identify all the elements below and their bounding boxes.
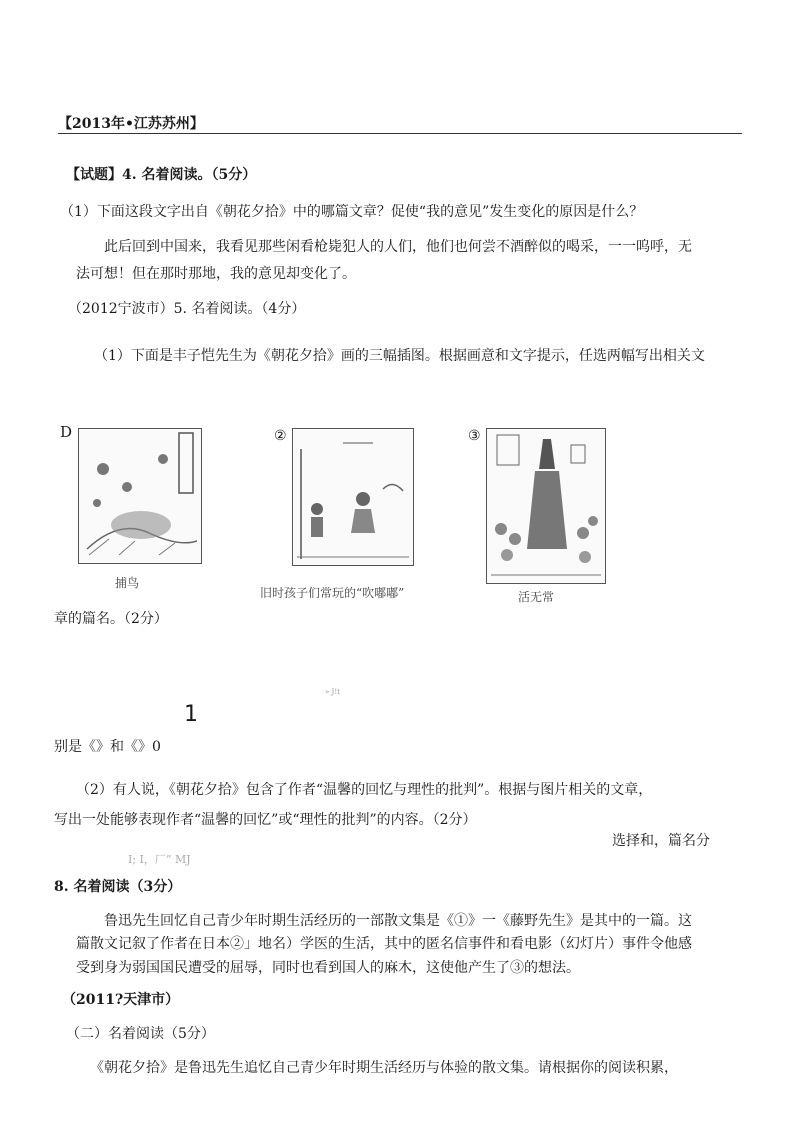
illustration-2-caption: 旧时孩子们常玩的“吹嘟嘟” (260, 586, 405, 600)
illustration-1-image (78, 428, 202, 564)
q8-line1: 鲁迅先生回忆自己青少年时期生活经历的一部散文集是《①》一《藤野先生》是其中的一篇。这 (104, 913, 692, 929)
illustration-2-number: ② (274, 428, 287, 444)
q4-sub1: （1）下面这段文字出自《朝花夕拾》中的哪篇文章？促使“我的意见”发生变化的原因是什么？ (60, 204, 644, 220)
q5-right-note: 选择和，篇名分 (612, 833, 710, 849)
q5-sub2-line1: （2）有人说，《朝花夕拾》包含了作者“温馨的回忆与理性的批判”。根据与图片相关的文章， (76, 782, 653, 798)
illustration-1-number: D (60, 423, 73, 441)
q8-title: 8. 名着阅读（3分） (54, 879, 182, 895)
illustration-3-caption: 活无常 (518, 590, 555, 604)
q5-sub1: （1）下面是丰子恺先生为《朝花夕拾》画的三幅插图。根据画意和文字提示，任选两幅写出相关文 (94, 348, 705, 364)
illustration-1-caption: 捕鸟 (115, 576, 140, 590)
q5-answer-line: 别是《》和《》0 (54, 739, 161, 755)
header-divider (58, 133, 742, 134)
exam-source-header: 【2013年•江苏苏州】 (58, 116, 204, 132)
q8-line3: 受到身为弱国国民遭受的屈辱，同时也看到国人的麻木，这使他产生了③的想法。 (76, 960, 580, 976)
tianjin-section-title: （二）名着阅读（5分） (66, 1026, 215, 1042)
stray-mark-small: » J!t (325, 688, 340, 696)
illustration-3-number: ③ (468, 428, 481, 444)
q5-source: （2012宁波市）5. 名着阅读。（4分） (68, 301, 306, 317)
tianjin-source: （2011?天津市） (62, 992, 180, 1008)
q4-title: 【试题】4. 名着阅读。（5分） (66, 167, 257, 183)
illustration-3-image (486, 428, 606, 584)
q4-passage-line1: 此后回到中国来，我看见那些闲看枪毙犯人的人们，他们也何尝不酒醉似的喝采，一一呜呼，无 (104, 239, 692, 255)
faint-marks: I; I，厂” MJ (128, 853, 191, 866)
tianjin-line1: 《朝花夕拾》是鲁迅先生追忆自己青少年时期生活经历与体验的散文集。请根据你的阅读积累， (90, 1060, 678, 1076)
q5-sub1-continued: 章的篇名。（2分） (54, 611, 168, 627)
q5-sub2-line2: 写出一处能够表现作者“温馨的回忆”或“理性的批判”的内容。（2分） (54, 812, 477, 828)
q4-passage-line2: 法可想！但在那时那地，我的意见却变化了。 (76, 266, 356, 282)
stray-mark-number: 1 (184, 702, 198, 727)
illustration-2-image (292, 428, 414, 566)
q8-line2: 篇散文记叙了作者在日本②」地名）学医的生活，其中的匿名信事件和看电影（幻灯片）事件令他感 (76, 936, 692, 952)
